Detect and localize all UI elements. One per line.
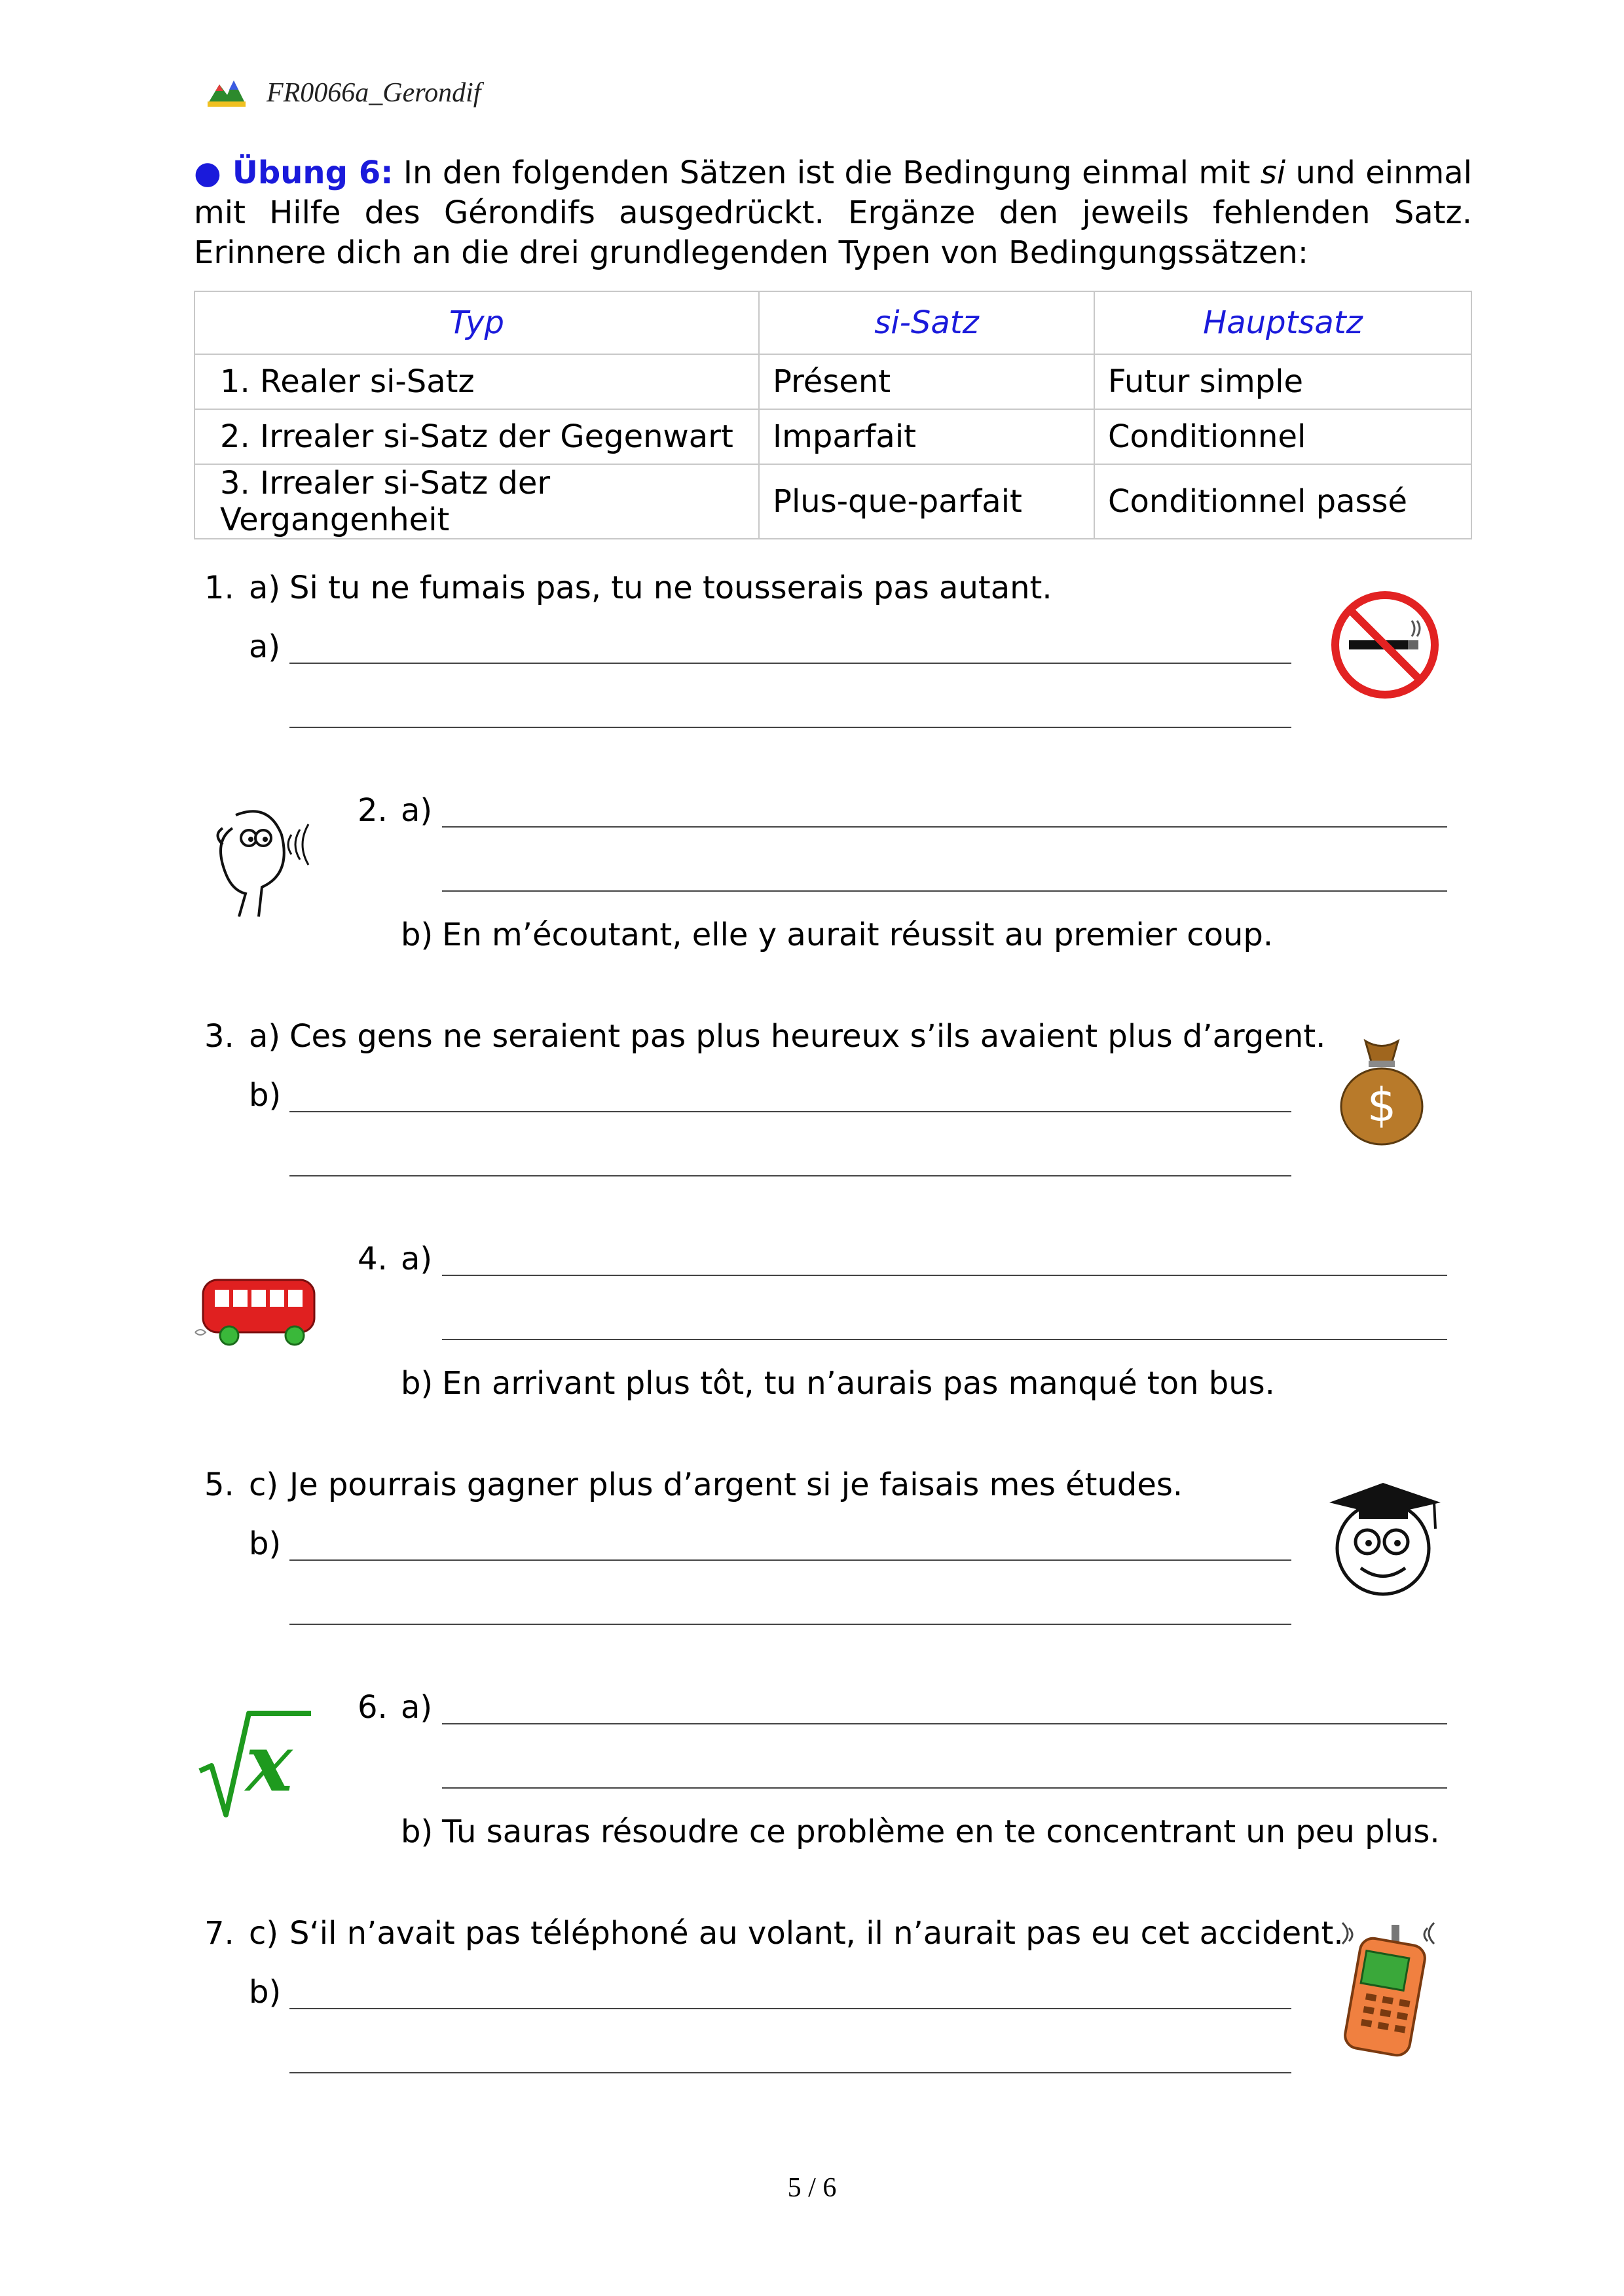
svg-text:x: x	[246, 1717, 293, 1810]
exercise-label: c)	[249, 1467, 279, 1503]
table-row	[194, 354, 1471, 409]
answer-line[interactable]	[289, 663, 1291, 664]
exercise-sentence: Ces gens ne seraient pas plus heureux s’ils avaient plus d’argent.	[289, 1018, 1326, 1055]
answer-line[interactable]	[442, 890, 1447, 892]
exercise-label: b)	[401, 1365, 434, 1402]
exercise-sentence: Je pourrais gagner plus d’argent si je faisais mes études.	[289, 1467, 1183, 1503]
exercise-sentence: En arrivant plus tôt, tu n’aurais pas manqué ton bus.	[442, 1365, 1275, 1402]
exercise-number: 4.	[358, 1241, 388, 1277]
answer-label: a)	[249, 629, 281, 665]
bus-icon	[190, 1273, 321, 1352]
table-header-row	[194, 291, 1471, 354]
instruction-text-1: In den folgenden Sätzen ist die Bedingung einmal mit	[403, 155, 1251, 191]
answer-label: a)	[401, 1241, 433, 1277]
exercise-number: 3.	[204, 1018, 234, 1055]
mountain-logo-icon	[206, 78, 247, 108]
square-root-x-icon	[196, 1705, 314, 1823]
exercise-number: 2.	[358, 792, 388, 829]
answer-line[interactable]	[289, 1624, 1291, 1625]
table-row	[194, 464, 1471, 539]
exercise-sentence: S‘il n’avait pas téléphoné au volant, il n’aurait pas eu cet accident.	[289, 1915, 1344, 1952]
answer-label: b)	[249, 1974, 282, 2011]
answer-line[interactable]	[289, 2072, 1291, 2073]
money-bag-icon	[1336, 1034, 1428, 1146]
table-cell: 1. Realer si-Satz	[194, 354, 759, 409]
table-header: Typ	[194, 291, 759, 354]
answer-line[interactable]	[442, 826, 1447, 828]
table-cell: Présent	[759, 354, 1094, 409]
answer-line[interactable]	[442, 1787, 1447, 1789]
answer-line[interactable]	[289, 1559, 1291, 1561]
answer-line[interactable]	[442, 1339, 1447, 1340]
mobile-phone-icon	[1336, 1922, 1441, 2059]
table-header: si-Satz	[759, 291, 1094, 354]
exercise-label: c)	[249, 1915, 279, 1952]
exercise-label: ● Übung 6:	[194, 155, 394, 191]
svg-text:$: $	[1367, 1078, 1397, 1132]
table-cell: Conditionnel	[1094, 409, 1471, 464]
exercise-instructions	[194, 153, 1472, 273]
exercise-label: a)	[249, 570, 281, 606]
answer-line[interactable]	[289, 1175, 1291, 1176]
exercise-number: 5.	[204, 1467, 234, 1503]
answer-line[interactable]	[442, 1275, 1447, 1276]
no-smoking-icon	[1329, 589, 1441, 701]
conditional-types-table	[194, 291, 1472, 539]
exercise-sentence: En m’écoutant, elle y aurait réussit au premier coup.	[442, 917, 1274, 953]
instruction-si-word: si	[1260, 155, 1286, 191]
instruction-text-2: und einmal mit Hilfe des Gérondifs ausgedrückt. Ergänze den jeweils fehlenden Satz. Erinnere dich an die drei grundlegenden Typen von Bedingungssätzen:	[194, 155, 1473, 271]
answer-line[interactable]	[442, 1723, 1447, 1724]
exercise-label: a)	[249, 1018, 281, 1055]
graduate-face-icon	[1323, 1476, 1447, 1601]
answer-line[interactable]	[289, 2008, 1291, 2009]
page-number: 5 / 6	[787, 2173, 837, 2203]
exercise-sentence: Tu sauras résoudre ce problème en te concentrant un peu plus.	[442, 1813, 1440, 1850]
answer-label: b)	[249, 1077, 282, 1114]
table-cell: Imparfait	[759, 409, 1094, 464]
answer-line[interactable]	[289, 1111, 1291, 1112]
exercise-sentence: Si tu ne fumais pas, tu ne tousserais pas autant.	[289, 570, 1052, 606]
table-cell: 3. Irrealer si-Satz der Vergangenheit	[194, 464, 759, 539]
table-cell: Conditionnel passé	[1094, 464, 1471, 539]
answer-line[interactable]	[289, 727, 1291, 728]
exercise-label: b)	[401, 1813, 434, 1850]
table-cell: Futur simple	[1094, 354, 1471, 409]
table-row	[194, 409, 1471, 464]
answer-label: b)	[249, 1525, 282, 1562]
page-header	[206, 73, 481, 113]
table-cell: Plus-que-parfait	[759, 464, 1094, 539]
exercise-label: b)	[401, 917, 434, 953]
exercise-number: 1.	[204, 570, 234, 606]
answer-label: a)	[401, 792, 433, 829]
document-title: FR0066a_Gerondif	[267, 78, 481, 108]
table-header: Hauptsatz	[1094, 291, 1471, 354]
listening-face-icon	[196, 802, 321, 920]
exercise-number: 7.	[204, 1915, 234, 1952]
table-cell: 2. Irrealer si-Satz der Gegenwart	[194, 409, 759, 464]
answer-label: a)	[401, 1689, 433, 1726]
exercise-number: 6.	[358, 1689, 388, 1726]
